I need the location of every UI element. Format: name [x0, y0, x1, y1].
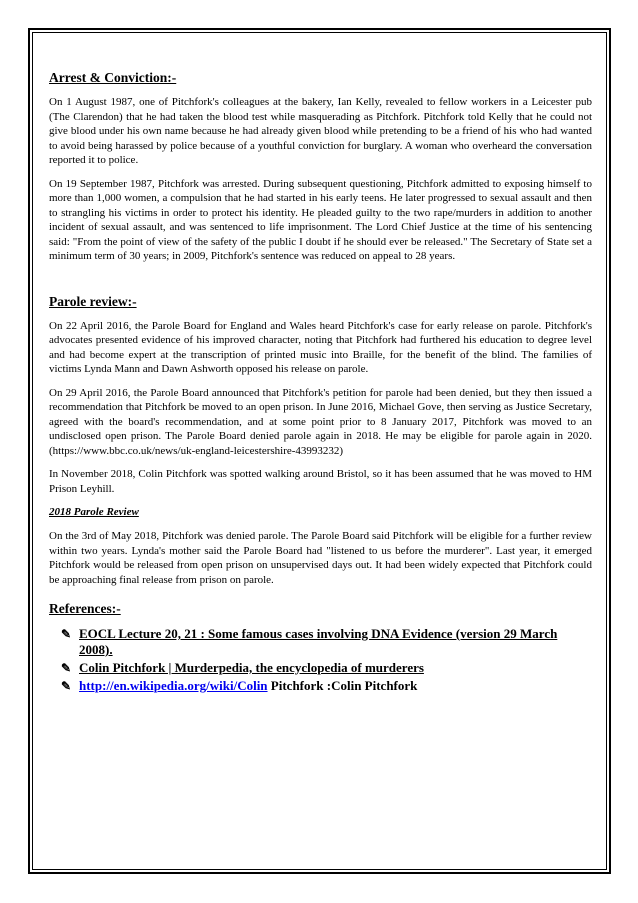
parole-paragraph-1: On 22 April 2016, the Parole Board for England and Wales heard Pitchfork's case for early release on parole. Pitchfork's advocates presented evidence of his improved character, noting that Pitchfork had furthered his education to degree level and had become expert at the transcription of printed music into Braille, for the benefit of the blind. The families of victims Lynda Mann and Dawn Ashworth opposed his release on parole. [49, 319, 592, 375]
reference-1[interactable]: EOCL Lecture 20, 21 : Some famous cases involving DNA Evidence (version 29 March 2008). [79, 626, 558, 657]
pencil-icon: ✎ [61, 679, 72, 693]
arrest-heading: Arrest & Conviction:- [49, 70, 177, 85]
parole-paragraph-4: On the 3rd of May 2018, Pitchfork was denied parole. The Parole Board said Pitchfork will be eligible for a further review within two years. Lynda's mother said the Parole Board had "listened to us before the murderer". Last year, it emerged Pitchfork would be released from open prison on unsupervised days out. It had been widely expected that Pitchfork could be approaching final release from prison on parole. [49, 530, 592, 586]
reference-item [61, 660, 592, 676]
reference-3-title: Pitchfork :Colin Pitchfork [267, 678, 418, 693]
parole-paragraph-3: In November 2018, Colin Pitchfork was spotted walking around Bristol, so it has been assumed that he was moved to HM Prison Leyhill. [49, 468, 592, 495]
document-body [49, 70, 592, 696]
reference-item [61, 626, 592, 658]
pencil-icon: ✎ [61, 661, 72, 675]
parole-2018-subheading: 2018 Parole Review [49, 506, 139, 518]
arrest-paragraph-2: On 19 September 1987, Pitchfork was arrested. During subsequent questioning, Pitchfork admitted to exposing himself to more than 1,000 women, a compulsion that he had started in his early teens. He later progressed to sexual assault and then to strangling his victims in order to protect his identity. He pleaded guilty to the two rape/murders in addition to another incident of sexual assault, and was sentenced to life imprisonment. The Lord Chief Justice at the time of his sentencing said: "From the point of view of the safety of the public I doubt if he should ever be released." The Secretary of State set a minimum term of 30 years; in 2009, Pitchfork's sentence was reduced on appeal to 28 years. [49, 177, 592, 262]
arrest-paragraph-1: On 1 August 1987, one of Pitchfork's colleagues at the bakery, Ian Kelly, revealed to fellow workers in a Leicester pub (The Clarendon) that he had taken the blood test while masquerading as Pitchfork. Pitchfork told Kelly that he could not give blood under his own name because he had already given blood while pretending to be a friend of his who had wanted to avoid being harassed by police because of a youthful conviction for burglary. A woman who overheard the conversation reported it to police. [49, 96, 592, 166]
references-heading: References:- [49, 601, 121, 616]
references-list [49, 626, 592, 694]
parole-heading: Parole review:- [49, 293, 137, 309]
reference-item [61, 678, 592, 694]
wikipedia-link[interactable]: http://en.wikipedia.org/wiki/Colin [79, 678, 268, 693]
pencil-icon: ✎ [61, 627, 72, 641]
reference-2[interactable]: Colin Pitchfork | Murderpedia, the encyclopedia of murderers [79, 660, 424, 675]
parole-paragraph-2: On 29 April 2016, the Parole Board announced that Pitchfork's petition for parole had been denied, but they then issued a recommendation that Pitchfork be moved to an open prison. In June 2016, Michael Gove, then serving as Justice Secretary, agreed with the board's recommendation, and at some point prior to 8 January 2017, Pitchfork was moved to an undisclosed open prison. The Parole Board denied parole again in 2018. He may be eligible for parole again in 2020. (https://www.bbc.co.uk/news/uk-england-leicestershire-43993232) [49, 386, 592, 457]
